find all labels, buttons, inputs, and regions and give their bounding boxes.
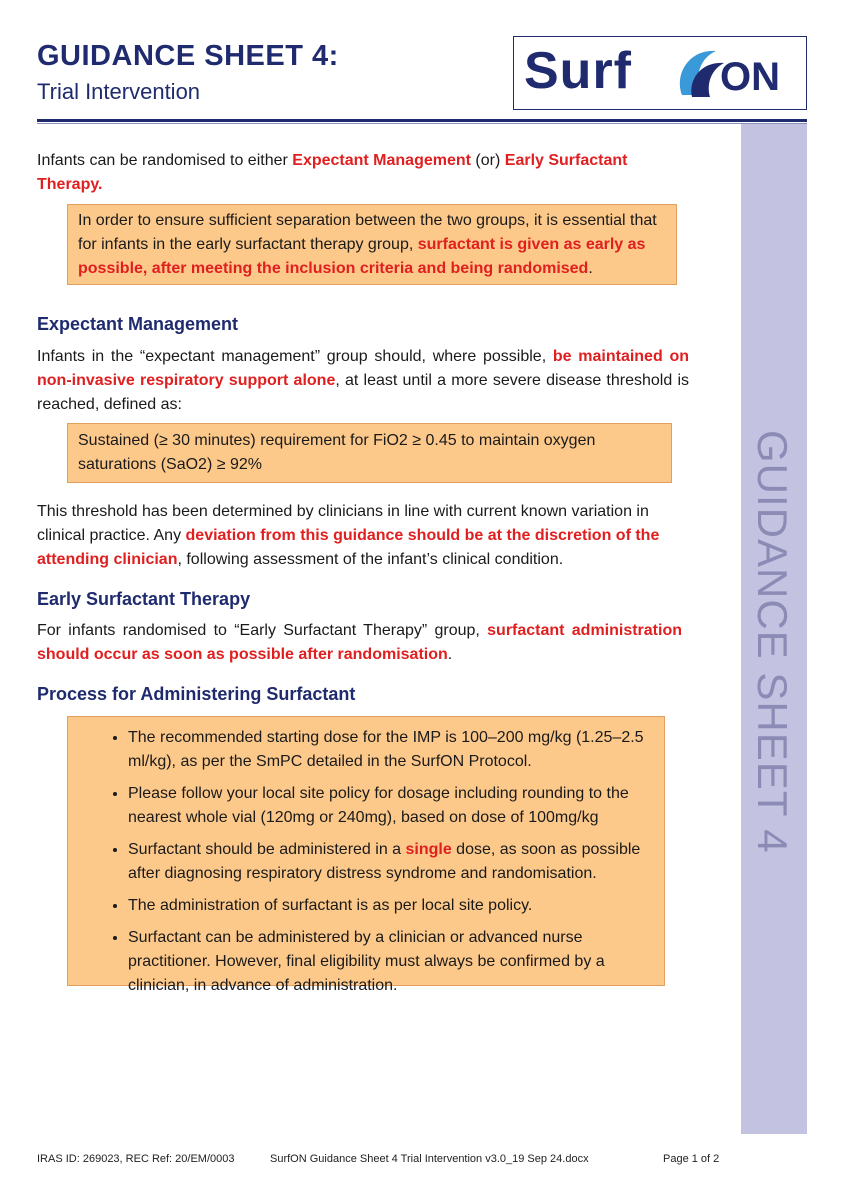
separation-text-1: In order to ensure sufficient separation between the two groups, it is essential that for infants in the early surfactant therapy group, — [78, 212, 657, 253]
logo-text-on: ON — [720, 55, 780, 99]
threshold-highlight: deviation from this guidance should be at the discretion of the attending clinician — [37, 527, 660, 568]
expectant-text-2: , at least until a more severe disease threshold is reached, defined as: — [37, 372, 689, 413]
list-item — [128, 782, 646, 830]
threshold-text: Sustained (≥ 30 minutes) requirement for FiO2 ≥ 0.45 to maintain oxygen saturations (SaO2) ≥ 92% — [78, 432, 596, 473]
list-item — [128, 926, 646, 998]
sidebar-label-wrap — [742, 430, 806, 854]
threshold-paragraph — [37, 500, 697, 572]
process-item-3-text-1: Surfactant should be administered in a — [128, 841, 406, 858]
early-heading: Early Surfactant Therapy — [37, 589, 251, 609]
footer-left: IRAS ID: 269023, REC Ref: 20/EM/0003 — [37, 1153, 235, 1165]
list-item — [128, 838, 646, 886]
sidebar-label: GUIDANCE SHEET 4 — [749, 430, 796, 854]
footer-center: SurfON Guidance Sheet 4 Trial Intervention v3.0_19 Sep 24.docx — [270, 1153, 589, 1165]
process-item-4: The administration of surfactant is as per local site policy. — [128, 897, 533, 914]
header-rule-thin — [37, 123, 807, 124]
early-paragraph — [37, 619, 682, 667]
expectant-highlight: be maintained on non-invasive respiratory support alone — [37, 348, 689, 389]
threshold-box — [67, 423, 672, 483]
early-text-1: For infants randomised to “Early Surfactant Therapy” group, — [37, 622, 488, 639]
expectant-heading: Expectant Management — [37, 314, 239, 334]
header-rule — [37, 119, 807, 122]
process-list — [68, 726, 646, 998]
expectant-text-1: Infants in the “expectant management” group should, where possible, — [37, 348, 553, 365]
intro-paragraph — [37, 149, 677, 197]
page-title: GUIDANCE SHEET 4: — [37, 40, 339, 72]
logo-text-surf: Surf — [524, 42, 632, 100]
separation-highlight: surfactant is given as early as possible, after meeting the inclusion criteria and being randomised — [78, 236, 646, 277]
footer-page-number: Page 1 of 2 — [663, 1153, 720, 1165]
early-highlight: surfactant administration should occur as soon as possible after randomisation — [37, 622, 683, 663]
list-item — [128, 726, 646, 774]
intro-text-1: Infants can be randomised to either — [37, 152, 293, 169]
expectant-paragraph — [37, 345, 689, 417]
process-item-5: Surfactant can be administered by a clinician or advanced nurse practitioner. However, final eligibility must always be confirmed by a clinician, in advance of administration. — [128, 929, 605, 994]
process-item-3-highlight: single — [405, 841, 452, 858]
separation-text-2: . — [588, 260, 593, 277]
surfon-logo — [513, 36, 807, 110]
threshold-text-2: , following assessment of the infant’s clinical condition. — [177, 551, 564, 568]
intro-highlight-early: Early Surfactant Therapy. — [37, 152, 628, 193]
separation-box — [67, 204, 677, 285]
threshold-text-1: This threshold has been determined by clinicians in line with current known variation in clinical practice. Any — [37, 503, 649, 544]
process-item-3-text-2: dose, as soon as possible after diagnosing respiratory distress syndrome and randomisation. — [128, 841, 641, 882]
process-item-1: The recommended starting dose for the IMP is 100–200 mg/kg (1.25–2.5 ml/kg), as per the SmPC detailed in the SurfON Protocol. — [128, 729, 644, 770]
process-heading: Process for Administering Surfactant — [37, 684, 356, 704]
process-item-2: Please follow your local site policy for dosage including rounding to the nearest whole vial (120mg or 240mg), based on dose of 100mg/kg — [128, 785, 629, 826]
process-box — [67, 716, 665, 994]
intro-highlight-expectant: Expectant Management — [292, 152, 471, 169]
page-subtitle: Trial Intervention — [37, 79, 201, 104]
intro-text-2: (or) — [470, 152, 505, 169]
list-item — [128, 894, 646, 918]
early-text-2: . — [447, 646, 453, 663]
